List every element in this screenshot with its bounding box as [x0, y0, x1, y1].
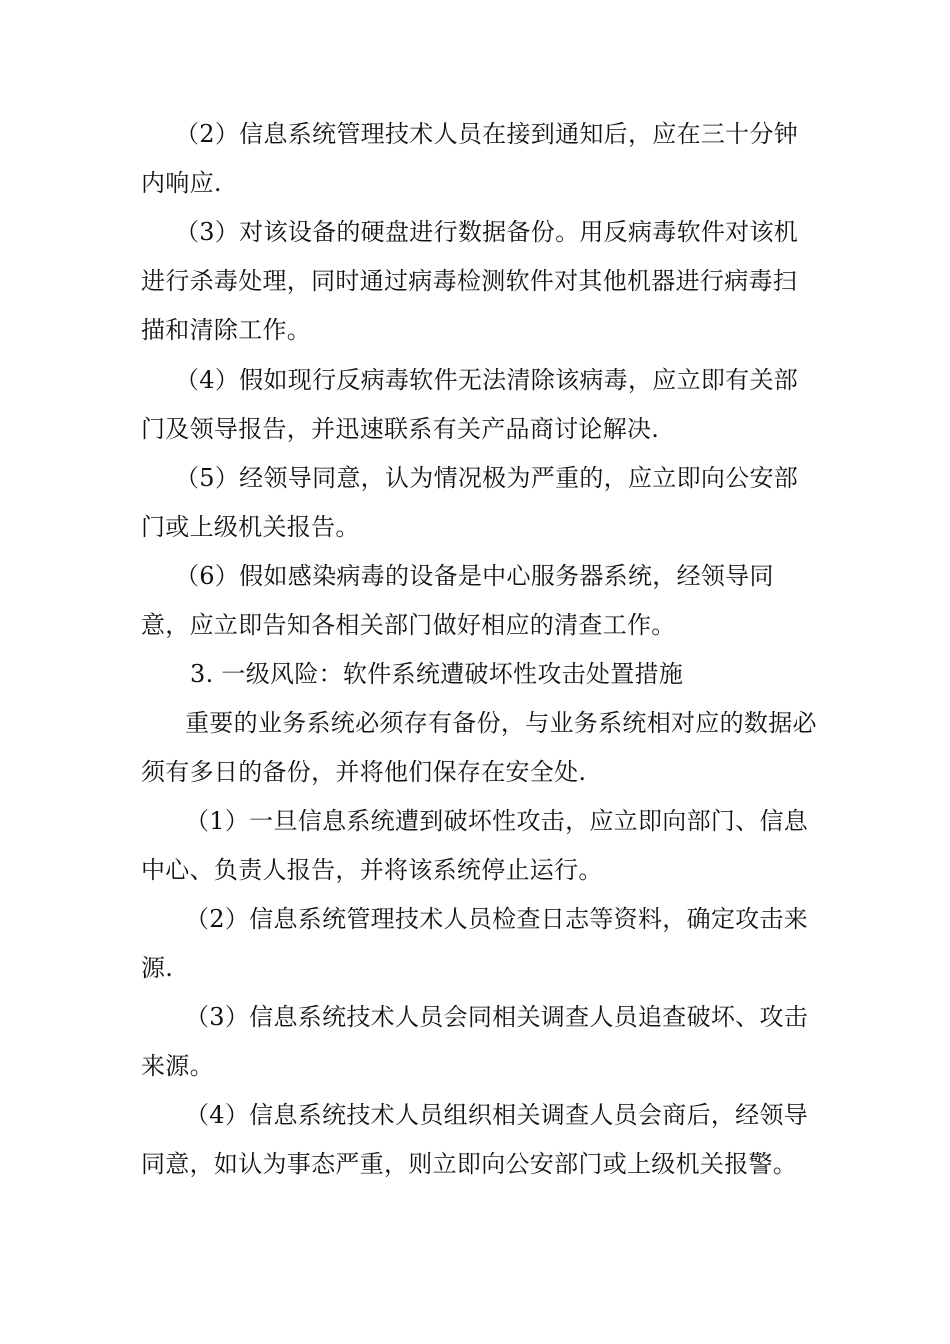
paragraph-step-2-response: （2）信息系统管理技术人员在接到通知后，应在三十分钟内响应.: [141, 120, 799, 197]
paragraph-step-5-severe: （5）经领导同意，认为情况极为严重的，应立即向公安部门或上级机关报告。: [141, 464, 799, 541]
paragraph-attack-step-4: （4）信息系统技术人员组织相关调查人员会商后，经领导同意，如认为事态严重，则立即向公安部门或上级机关报警。: [141, 1101, 809, 1178]
paragraph-attack-step-3: （3）信息系统技术人员会同相关调查人员追查破坏、攻击来源。: [141, 1003, 809, 1080]
paragraph-step-3-backup-antivirus: （3）对该设备的硬盘进行数据备份。用反病毒软件对该机进行杀毒处理，同时通过病毒检测软件对其他机器进行病毒扫描和清除工作。: [141, 218, 799, 344]
paragraph-step-4-report: （4）假如现行反病毒软件无法清除该病毒，应立即有关部门及领导报告，并迅速联系有关产品商讨论解决.: [141, 366, 799, 443]
paragraph-attack-step-1: （1）一旦信息系统遭到破坏性攻击，应立即向部门、信息中心、负责人报告，并将该系统停止运行。: [141, 807, 809, 884]
section-heading-level-1-risk: 3. 一级风险：软件系统遭破坏性攻击处置措施: [190, 660, 684, 688]
paragraph-step-6-server: （6）假如感染病毒的设备是中心服务器系统，经领导同意，应立即告知各相关部门做好相应的清查工作。: [141, 562, 774, 639]
paragraph-backup-requirement: 重要的业务系统必须存有备份，与业务系统相对应的数据必须有多日的备份，并将他们保存在安全处.: [141, 709, 817, 786]
paragraph-attack-step-2: （2）信息系统管理技术人员检查日志等资料，确定攻击来源.: [141, 905, 809, 982]
